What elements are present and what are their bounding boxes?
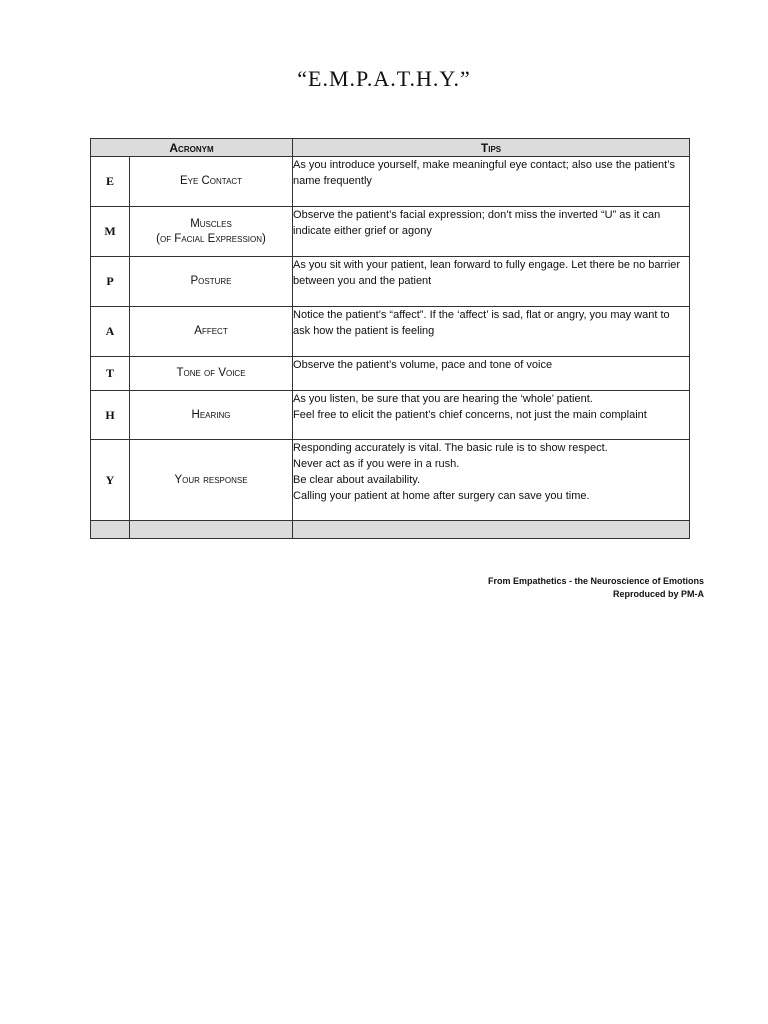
credit-source-line: From Empathetics - the Neuroscience of Emotions (487, 576, 704, 586)
tip-line: Calling your patient at home after surgery can save you time. (293, 490, 590, 502)
row-letter: E (91, 157, 130, 207)
source-credit (488, 575, 704, 601)
row-tips (293, 357, 690, 391)
footer-cell (293, 521, 690, 539)
row-term: Tone of Voice (130, 357, 293, 391)
tip-line: Notice the patient’s “affect”. If the ‘affect’ is sad, flat or angry, you may want to ask how the patient is feeling (293, 309, 670, 337)
row-letter: Y (91, 440, 130, 521)
row-letter: H (91, 391, 130, 440)
row-letter: A (91, 307, 130, 357)
tip-line: Never act as if you were in a rush. (293, 458, 460, 470)
row-tips (293, 307, 690, 357)
footer-cell (130, 521, 293, 539)
row-letter: M (91, 207, 130, 257)
header-tips: Tips (293, 139, 690, 157)
tip-line: As you listen, be sure that you are hearing the ‘whole’ patient. (293, 393, 593, 405)
row-term: Your response (130, 440, 293, 521)
row-term (130, 207, 293, 257)
row-tips (293, 257, 690, 307)
row-term: Posture (130, 257, 293, 307)
row-tips (293, 440, 690, 521)
tip-line: Observe the patient’s facial expression; don’t miss the inverted “U” as it can indicate either grief or agony (293, 209, 661, 237)
row-term-main: Muscles (190, 217, 232, 230)
row-term: Affect (130, 307, 293, 357)
row-term: Hearing (130, 391, 293, 440)
footer-cell (91, 521, 130, 539)
table-row (91, 257, 690, 307)
empathy-table (90, 138, 690, 539)
row-tips (293, 391, 690, 440)
tip-line: As you introduce yourself, make meaningful eye contact; also use the patient’s name frequently (293, 159, 675, 187)
tip-line: Responding accurately is vital. The basic rule is to show respect. (293, 442, 608, 454)
row-letter: P (91, 257, 130, 307)
row-term-sub: (of Facial Expression) (156, 232, 266, 245)
row-tips (293, 207, 690, 257)
tip-line: Observe the patient’s volume, pace and tone of voice (293, 359, 553, 371)
credit-reproduced-line: Reproduced by PM-A (612, 589, 704, 599)
table-row (91, 391, 690, 440)
tip-line: As you sit with your patient, lean forward to fully engage. Let there be no barrier between you and the patient (293, 259, 681, 287)
table-row (91, 207, 690, 257)
table-row (91, 357, 690, 391)
row-term: Eye Contact (130, 157, 293, 207)
tip-line: Be clear about availability. (293, 474, 420, 486)
row-letter: T (91, 357, 130, 391)
table-header-row (91, 139, 690, 157)
tip-line: Feel free to elicit the patient’s chief concerns, not just the main complaint (293, 409, 647, 421)
header-acronym: Acronym (91, 139, 293, 157)
page-title: “E.M.P.A.T.H.Y.” (297, 66, 471, 91)
table-footer-row (91, 521, 690, 539)
table-row (91, 157, 690, 207)
table-row (91, 440, 690, 521)
table-row (91, 307, 690, 357)
row-tips (293, 157, 690, 207)
